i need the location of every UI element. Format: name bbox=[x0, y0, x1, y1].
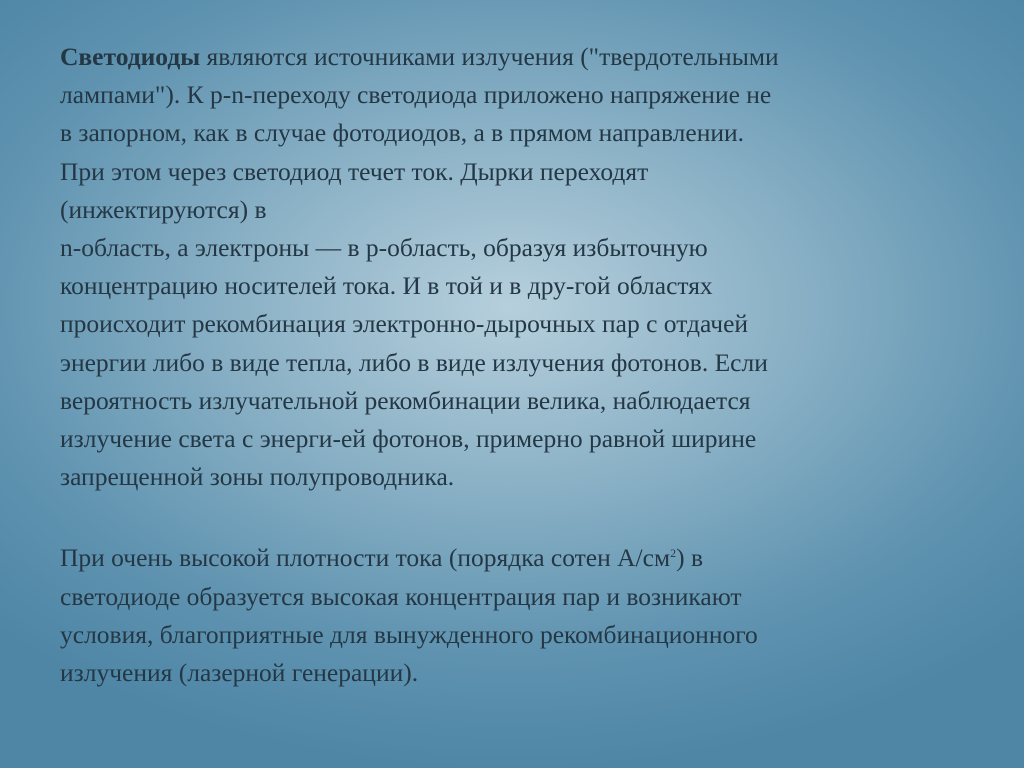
text-line: (инжектируются) в bbox=[60, 194, 267, 224]
text-line: запрещенной зоны полупроводника. bbox=[60, 462, 455, 492]
text-fragment: являются источниками излучения ("твердотельными bbox=[200, 42, 779, 71]
slide-text-body bbox=[60, 38, 980, 692]
text-line: концентрацию носителей тока. И в той и в дру-гой областях bbox=[60, 271, 713, 301]
text-line: n-область, а электроны — в p-область, образуя избыточную bbox=[60, 233, 708, 263]
text-line: вероятность излучательной рекомбинации велика, наблюдается bbox=[60, 385, 751, 415]
text-line: лампами"). К p-n-переходу светодиода приложено напряжение не bbox=[60, 80, 772, 110]
term-svetodiody: Светодиоды bbox=[60, 42, 201, 71]
paragraph-laser-generation bbox=[60, 534, 980, 692]
text-line bbox=[60, 38, 980, 76]
text-line: При этом через светодиод течет ток. Дырки переходят bbox=[60, 156, 649, 186]
text-line: происходит рекомбинация электронно-дырочных пар с отдачей bbox=[60, 309, 749, 339]
text-line: светодиоде образуется высокая концентрация пар и возникают bbox=[60, 581, 742, 611]
superscript-square: 2 bbox=[670, 546, 677, 561]
text-line: в запорном, как в случае фотодиодов, а в прямом направлении. bbox=[60, 118, 745, 148]
text-line: излучение света с энерги-ей фотонов, примерно равной ширине bbox=[60, 424, 757, 454]
text-line bbox=[60, 534, 980, 577]
paragraph-gap bbox=[60, 496, 980, 534]
text-line: излучения (лазерной генерации). bbox=[60, 658, 419, 688]
paragraph-led-definition bbox=[60, 38, 980, 496]
text-line: условия, благоприятные для вынужденного рекомбинационного bbox=[60, 619, 758, 649]
text-line: энергии либо в виде тепла, либо в виде излучения фотонов. Если bbox=[60, 347, 768, 377]
text-fragment: ) в bbox=[676, 543, 704, 573]
text-fragment: При очень высокой плотности тока (порядка сотен А/см bbox=[60, 543, 671, 573]
